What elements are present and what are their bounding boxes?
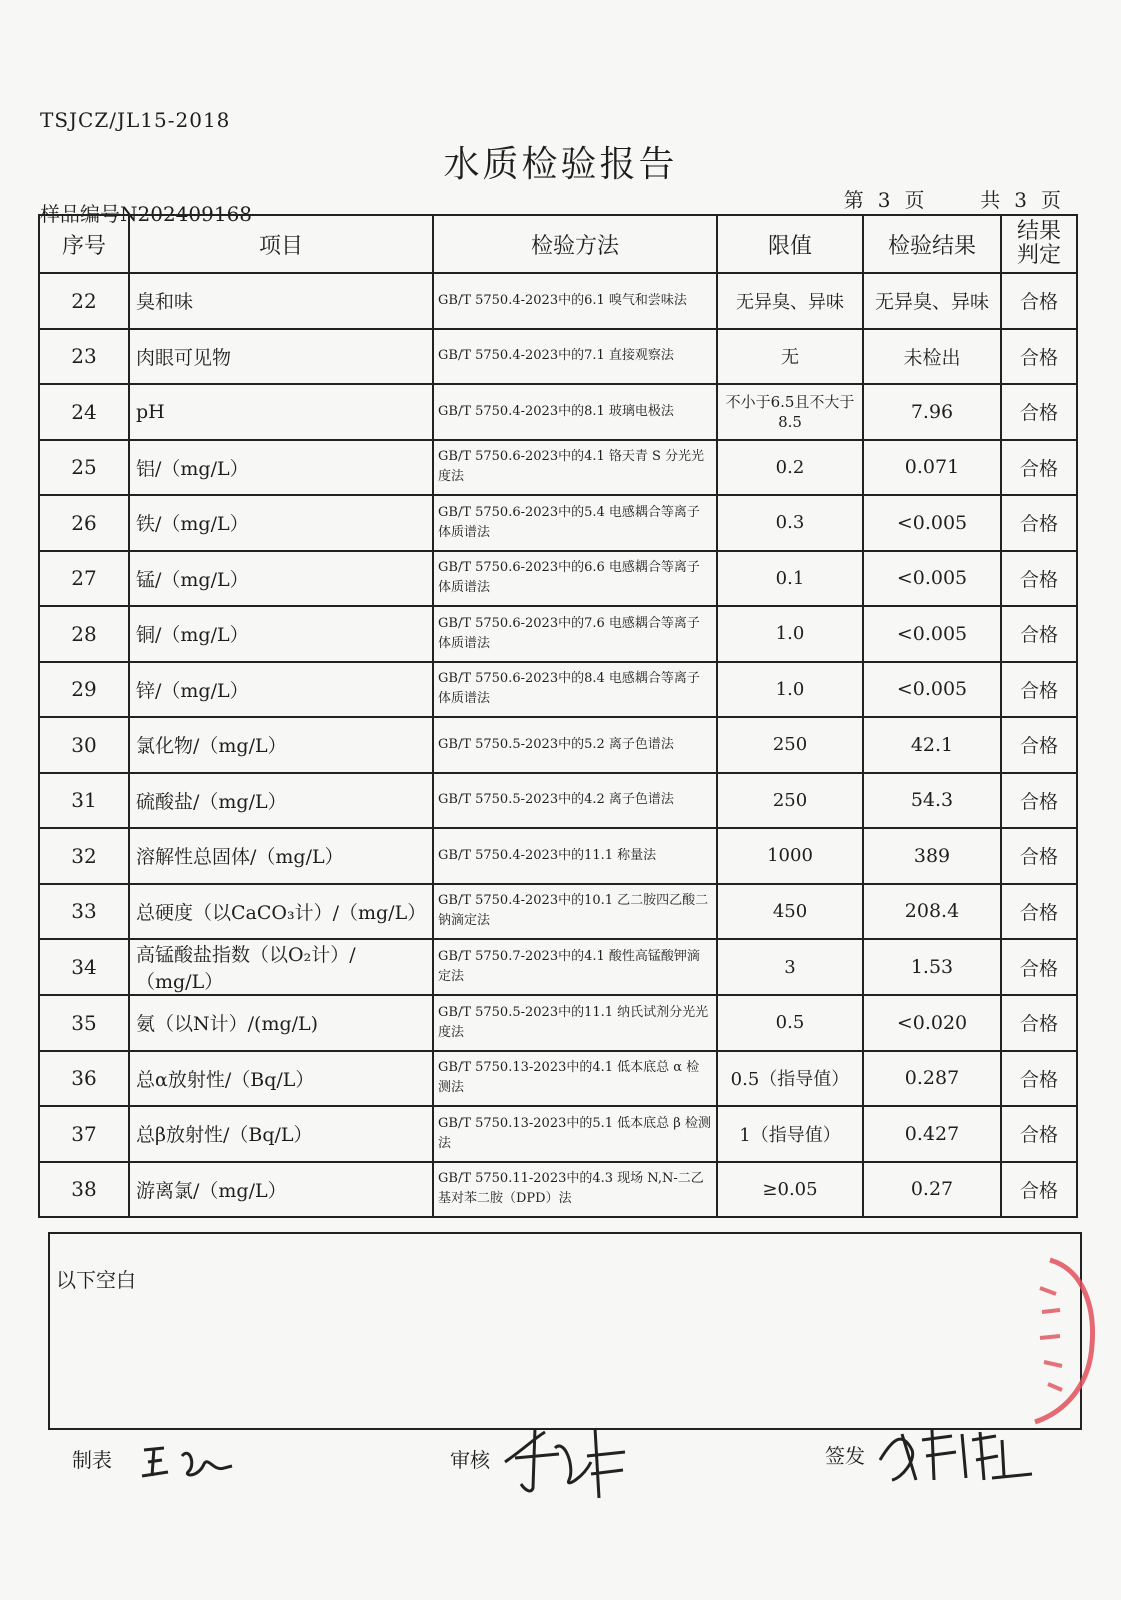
- table-row: [39, 1051, 1077, 1107]
- row-item: 游离氯/（mg/L）: [129, 1162, 433, 1218]
- row-number: 25: [39, 440, 129, 496]
- table-row: [39, 384, 1077, 440]
- row-result: 54.3: [863, 773, 1001, 829]
- table-row: [39, 1162, 1077, 1218]
- page-current: 3: [877, 188, 893, 212]
- row-number: 37: [39, 1106, 129, 1162]
- row-item: 臭和味: [129, 273, 433, 329]
- row-method: GB/T 5750.4-2023中的7.1 直接观察法: [433, 329, 717, 385]
- page-unit-2: 页: [1041, 188, 1063, 212]
- row-item: 铝/（mg/L）: [129, 440, 433, 496]
- table-row: [39, 662, 1077, 718]
- row-result: 0.071: [863, 440, 1001, 496]
- document-title: 水质检验报告: [443, 144, 678, 185]
- row-method: GB/T 5750.6-2023中的6.6 电感耦合等离子体质谱法: [433, 551, 717, 607]
- row-judgement: 合格: [1001, 1162, 1077, 1218]
- row-result: <0.020: [863, 995, 1001, 1051]
- row-number: 27: [39, 551, 129, 607]
- row-result: 1.53: [863, 939, 1001, 995]
- table-row: [39, 329, 1077, 385]
- row-limit: 1000: [717, 828, 863, 884]
- page-unit-1: 页: [904, 188, 927, 212]
- row-limit: 无异臭、异味: [717, 273, 863, 329]
- row-result: <0.005: [863, 551, 1001, 607]
- row-item: 锌/（mg/L）: [129, 662, 433, 718]
- row-limit: 0.3: [717, 495, 863, 551]
- row-judgement: 合格: [1001, 384, 1077, 440]
- page-info: [838, 184, 1069, 213]
- table-row: [39, 884, 1077, 940]
- approved-signature: [880, 1430, 1032, 1480]
- row-judgement: 合格: [1001, 551, 1077, 607]
- reviewed-label: 审核: [450, 1448, 490, 1472]
- row-number: 32: [39, 828, 129, 884]
- row-result: 389: [863, 828, 1001, 884]
- row-method: GB/T 5750.4-2023中的6.1 嗅气和尝味法: [433, 273, 717, 329]
- row-limit: 不小于6.5且不大于8.5: [717, 384, 863, 440]
- row-result: <0.005: [863, 662, 1001, 718]
- row-item: 肉眼可见物: [129, 329, 433, 385]
- row-number: 30: [39, 717, 129, 773]
- row-method: GB/T 5750.13-2023中的4.1 低本底总 α 检测法: [433, 1051, 717, 1107]
- row-judgement: 合格: [1001, 884, 1077, 940]
- row-judgement: 合格: [1001, 828, 1077, 884]
- sample-number: 样品编号N202409168: [40, 202, 253, 226]
- row-number: 31: [39, 773, 129, 829]
- row-item: pH: [129, 384, 433, 440]
- row-method: GB/T 5750.6-2023中的5.4 电感耦合等离子体质谱法: [433, 495, 717, 551]
- header-method: 检验方法: [433, 215, 717, 273]
- table-row: [39, 606, 1077, 662]
- page-total: 3: [1014, 188, 1029, 212]
- row-number: 24: [39, 384, 129, 440]
- row-limit: 3: [717, 939, 863, 995]
- row-limit: 0.1: [717, 551, 863, 607]
- row-item: 硫酸盐/（mg/L）: [129, 773, 433, 829]
- page-label-di: 第: [843, 188, 866, 212]
- row-method: GB/T 5750.6-2023中的7.6 电感耦合等离子体质谱法: [433, 606, 717, 662]
- row-item: 锰/（mg/L）: [129, 551, 433, 607]
- row-number: 34: [39, 939, 129, 995]
- approved-label: 签发: [825, 1444, 865, 1468]
- row-number: 28: [39, 606, 129, 662]
- row-method: GB/T 5750.4-2023中的8.1 玻璃电极法: [433, 384, 717, 440]
- row-item: 溶解性总固体/（mg/L）: [129, 828, 433, 884]
- row-result: <0.005: [863, 606, 1001, 662]
- inspection-table: [38, 214, 1078, 1218]
- header-result: 检验结果: [863, 215, 1001, 273]
- row-number: 36: [39, 1051, 129, 1107]
- row-result: 7.96: [863, 384, 1001, 440]
- header-limit: 限值: [717, 215, 863, 273]
- table-row: [39, 717, 1077, 773]
- row-judgement: 合格: [1001, 273, 1077, 329]
- header-judge: [1001, 215, 1077, 273]
- header-item: 项目: [129, 215, 433, 273]
- header-no: 序号: [39, 215, 129, 273]
- row-item: 总α放射性/（Bq/L）: [129, 1051, 433, 1107]
- row-number: 22: [39, 273, 129, 329]
- prepared-signature: [138, 1436, 238, 1486]
- row-method: GB/T 5750.6-2023中的8.4 电感耦合等离子体质谱法: [433, 662, 717, 718]
- table-row: [39, 1106, 1077, 1162]
- row-limit: 0.2: [717, 440, 863, 496]
- row-judgement: 合格: [1001, 329, 1077, 385]
- row-method: GB/T 5750.5-2023中的4.2 离子色谱法: [433, 773, 717, 829]
- row-method: GB/T 5750.5-2023中的5.2 离子色谱法: [433, 717, 717, 773]
- row-limit: 450: [717, 884, 863, 940]
- row-judgement: 合格: [1001, 995, 1077, 1051]
- header-judge-line2: 判定: [1016, 243, 1061, 268]
- table-row: [39, 273, 1077, 329]
- row-limit: 1（指导值）: [717, 1106, 863, 1162]
- row-limit: 0.5（指导值）: [717, 1051, 863, 1107]
- row-item: 铜/（mg/L）: [129, 606, 433, 662]
- table-row: [39, 440, 1077, 496]
- row-judgement: 合格: [1001, 662, 1077, 718]
- row-judgement: 合格: [1001, 773, 1077, 829]
- row-limit: 0.5: [717, 995, 863, 1051]
- row-item: 氨（以N计）/(mg/L): [129, 995, 433, 1051]
- page-label-gong: 共: [980, 188, 1003, 212]
- prepared-label: 制表: [72, 1448, 112, 1472]
- row-result: 0.27: [863, 1162, 1001, 1218]
- row-method: GB/T 5750.6-2023中的4.1 铬天青 S 分光光度法: [433, 440, 717, 496]
- row-result: 未检出: [863, 329, 1001, 385]
- table-row: [39, 551, 1077, 607]
- row-item: 总β放射性/（Bq/L）: [129, 1106, 433, 1162]
- table-row: [39, 773, 1077, 829]
- row-limit: 250: [717, 773, 863, 829]
- row-judgement: 合格: [1001, 1106, 1077, 1162]
- row-judgement: 合格: [1001, 495, 1077, 551]
- row-judgement: 合格: [1001, 939, 1077, 995]
- row-method: GB/T 5750.4-2023中的11.1 称量法: [433, 828, 717, 884]
- blank-note: 以下空白: [56, 1268, 136, 1292]
- row-result: 无异臭、异味: [863, 273, 1001, 329]
- table-row: [39, 939, 1077, 995]
- row-method: GB/T 5750.11-2023中的4.3 现场 N,N-二乙基对苯二胺（DPD）法: [433, 1162, 717, 1218]
- row-item: 总硬度（以CaCO₃计）/（mg/L）: [129, 884, 433, 940]
- row-judgement: 合格: [1001, 440, 1077, 496]
- row-limit: 1.0: [717, 606, 863, 662]
- row-number: 29: [39, 662, 129, 718]
- row-judgement: 合格: [1001, 717, 1077, 773]
- table-row: [39, 828, 1077, 884]
- table-row: [39, 495, 1077, 551]
- row-result: 42.1: [863, 717, 1001, 773]
- row-method: GB/T 5750.7-2023中的4.1 酸性高锰酸钾滴定法: [433, 939, 717, 995]
- table-header-row: [39, 215, 1077, 273]
- row-limit: 250: [717, 717, 863, 773]
- row-result: 0.427: [863, 1106, 1001, 1162]
- header-judge-line1: 结果: [1016, 219, 1061, 244]
- reviewed-signature: [505, 1428, 625, 1498]
- row-number: 38: [39, 1162, 129, 1218]
- remarks-box: [48, 1232, 1082, 1430]
- row-item: 铁/（mg/L）: [129, 495, 433, 551]
- row-result: <0.005: [863, 495, 1001, 551]
- row-item: 氯化物/（mg/L）: [129, 717, 433, 773]
- row-number: 35: [39, 995, 129, 1051]
- row-judgement: 合格: [1001, 606, 1077, 662]
- row-method: GB/T 5750.5-2023中的11.1 纳氏试剂分光光度法: [433, 995, 717, 1051]
- row-result: 0.287: [863, 1051, 1001, 1107]
- row-limit: 无: [717, 329, 863, 385]
- row-judgement: 合格: [1001, 1051, 1077, 1107]
- row-result: 208.4: [863, 884, 1001, 940]
- table-row: [39, 995, 1077, 1051]
- row-limit: ≥0.05: [717, 1162, 863, 1218]
- official-stamp: [1010, 1250, 1100, 1430]
- row-item: 高锰酸盐指数（以O₂计）/（mg/L）: [129, 939, 433, 995]
- document-code: TSJCZ/JL15-2018: [40, 108, 231, 132]
- row-method: GB/T 5750.13-2023中的5.1 低本底总 β 检测法: [433, 1106, 717, 1162]
- row-number: 23: [39, 329, 129, 385]
- row-number: 33: [39, 884, 129, 940]
- row-number: 26: [39, 495, 129, 551]
- row-method: GB/T 5750.4-2023中的10.1 乙二胺四乙酸二钠滴定法: [433, 884, 717, 940]
- row-limit: 1.0: [717, 662, 863, 718]
